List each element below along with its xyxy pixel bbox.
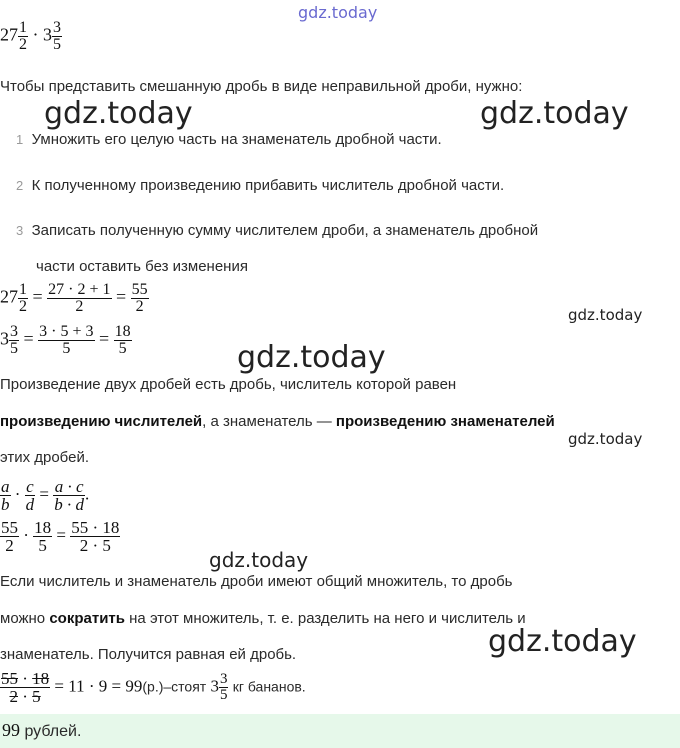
final-calculation: $\frac{55 \cdot 18}{2 \cdot 5}$ = 11 · 9 = 99(р.)–стоят 3 $\frac{3}{5}$ кг бананов.	[1, 669, 306, 706]
watermark-small-1: gdz.today	[568, 306, 643, 324]
conversion-2: 3 $\frac{3}{5}$ = $\frac{3 \cdot 5 + 3}{5}$ = $\frac{18}{5}$	[0, 323, 131, 357]
answer-text: 99 рублей.	[2, 720, 82, 740]
watermark-top: gdz.today	[298, 3, 378, 22]
problem-expression: 27 $\frac{1}{2}$ · 3 $\frac{3}{5}$	[0, 19, 61, 53]
watermark-center: gdz.today	[237, 340, 386, 375]
rule-line-3: этих дробей.	[0, 449, 89, 466]
watermark-bottom-right: gdz.today	[488, 624, 637, 659]
watermark-right: gdz.today	[480, 96, 629, 131]
step-3: 3 Записать полученную сумму числителем дроби, а знаменатель дробной	[16, 222, 539, 239]
rule-line-1: Произведение двух дробей есть дробь, числитель которой равен	[0, 376, 457, 393]
formula: $\frac{a}{b}$ · $\frac{c}{d}$ = $\frac{a \cdot c}{b \cdot d}$ .	[1, 477, 90, 514]
reduce-line-1: Если числитель и знаменатель дроби имеют общий множитель, то дробь	[0, 573, 513, 590]
answer-box	[0, 714, 680, 748]
watermark-center-mid: gdz.today	[209, 548, 309, 572]
reduce-line-3: знаменатель. Получится равная ей дробь.	[0, 646, 297, 663]
product-expression: $\frac{55}{2}$ · $\frac{18}{5}$ = $\frac{55 \cdot 18}{2 \cdot 5}$	[1, 518, 120, 555]
step-1: 1 Умножить его целую часть на знаменатель дробной части.	[16, 131, 442, 148]
reduce-line-2: можно сократить на этот множитель, т. е. разделить на него и числитель и	[0, 610, 526, 627]
watermark-small-2: gdz.today	[568, 430, 643, 448]
step-3-continued: части оставить без изменения	[36, 258, 248, 275]
conversion-1: 27 $\frac{1}{2}$ = $\frac{27 \cdot 2 + 1}{2}$ = $\frac{55}{2}$	[0, 281, 148, 315]
rule-line-2: произведению числителей, а знаменатель — произведению знаменателей	[0, 413, 555, 430]
intro-text: Чтобы представить смешанную дробь в виде неправильной дроби, нужно:	[0, 78, 523, 95]
step-2: 2 К полученному произведению прибавить числитель дробной части.	[16, 177, 505, 194]
watermark-left: gdz.today	[44, 96, 193, 131]
